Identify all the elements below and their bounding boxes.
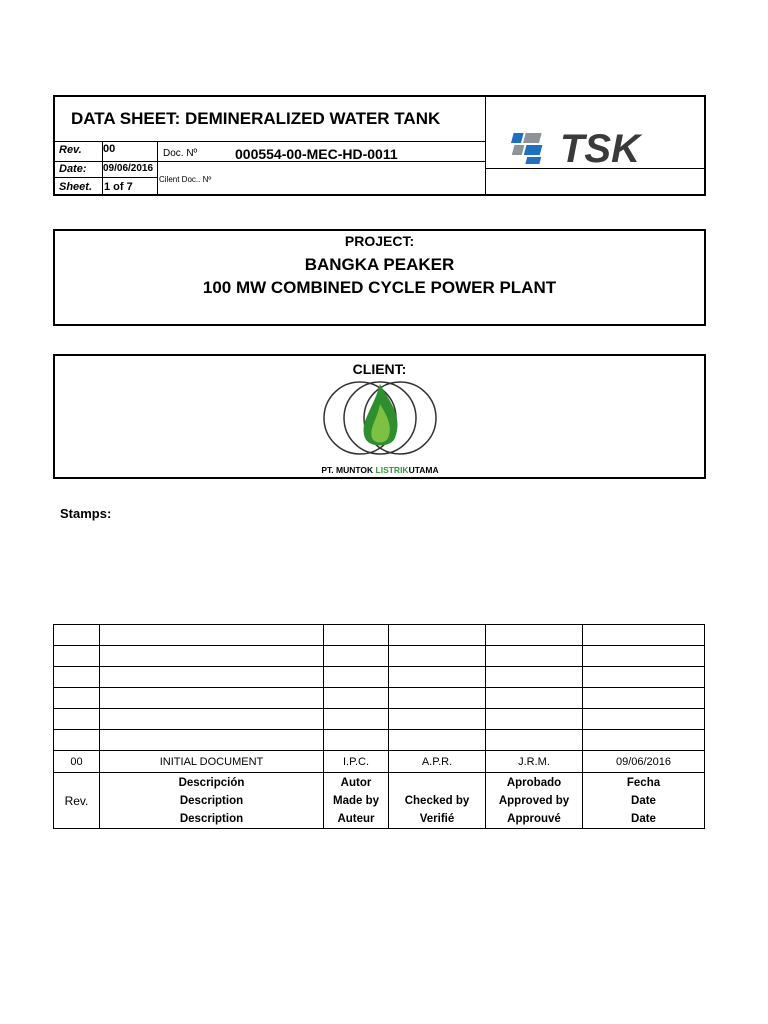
col-header-made-by <box>324 773 389 829</box>
document-title: DATA SHEET: DEMINERALIZED WATER TANK <box>71 109 441 128</box>
header-row <box>54 773 705 829</box>
client-name-part1: PT. MUNTOK <box>321 465 374 475</box>
rev-label: Rev. <box>59 144 82 156</box>
table-row <box>54 646 705 667</box>
header-spacer <box>389 774 485 792</box>
rev-value: 00 <box>103 143 116 155</box>
header-text: Description <box>179 812 244 825</box>
header-text: Autor <box>340 776 372 789</box>
doc-number-label: Doc. Nº <box>163 148 198 159</box>
client-logo <box>295 380 465 475</box>
revision-row <box>54 751 705 773</box>
client-block <box>53 354 706 479</box>
project-description: 100 MW COMBINED CYCLE POWER PLANT <box>202 278 557 297</box>
header-text: Auteur <box>337 812 375 825</box>
header-text: Approuvé <box>507 812 561 825</box>
sheet-label: Sheet. <box>59 181 93 193</box>
col-header-date <box>583 773 705 829</box>
flame-logo-icon <box>295 380 465 460</box>
date-label: Date: <box>59 163 87 175</box>
header-text: Made by <box>332 794 379 807</box>
col-header-rev: Rev. <box>54 773 100 829</box>
header-text: Verifié <box>419 812 455 825</box>
row-date: 09/06/2016 <box>583 751 705 773</box>
row-made-by: I.P.C. <box>324 751 389 773</box>
header-text: Descripción <box>178 776 245 789</box>
header-text: Date <box>631 794 656 807</box>
header-text: Date <box>631 812 656 825</box>
client-name-part3: UTAMA <box>408 465 439 475</box>
table-row <box>54 730 705 751</box>
row-checked-by: A.P.R. <box>389 751 486 773</box>
table-row <box>54 667 705 688</box>
client-label: CLIENT: <box>352 361 407 377</box>
project-name: BANGKA PEAKER <box>304 255 455 274</box>
document-header <box>53 95 706 196</box>
header-text: Approved by <box>498 794 570 807</box>
project-label: PROJECT: <box>344 233 415 249</box>
client-logo-name <box>295 465 465 475</box>
col-header-checked-by <box>389 773 486 829</box>
tsk-logo-text: TSK <box>560 128 640 170</box>
stamps-label: Stamps: <box>60 506 112 521</box>
row-description: INITIAL DOCUMENT <box>100 751 324 773</box>
header-text: Aprobado <box>506 776 562 789</box>
client-doc-label: Cilent Doc.. Nº <box>159 175 212 184</box>
row-approved-by: J.R.M. <box>486 751 583 773</box>
row-rev: 00 <box>54 751 100 773</box>
col-header-approved-by <box>486 773 583 829</box>
header-text: Checked by <box>404 794 470 807</box>
doc-number: 000554-00-MEC-HD-0011 <box>235 146 398 162</box>
col-header-description <box>100 773 324 829</box>
tsk-logo-mark <box>505 128 695 170</box>
project-block <box>53 229 706 326</box>
header-text: Description <box>179 794 244 807</box>
table-row <box>54 688 705 709</box>
client-name-part2: LISTRIK <box>375 465 409 475</box>
tsk-logo <box>505 128 695 170</box>
header-text: Fecha <box>626 776 661 789</box>
table-row <box>54 709 705 730</box>
table-row <box>54 625 705 646</box>
date-value: 09/06/2016 <box>103 163 154 174</box>
sheet-value: 1 of 7 <box>104 181 133 193</box>
revision-table <box>53 624 705 829</box>
